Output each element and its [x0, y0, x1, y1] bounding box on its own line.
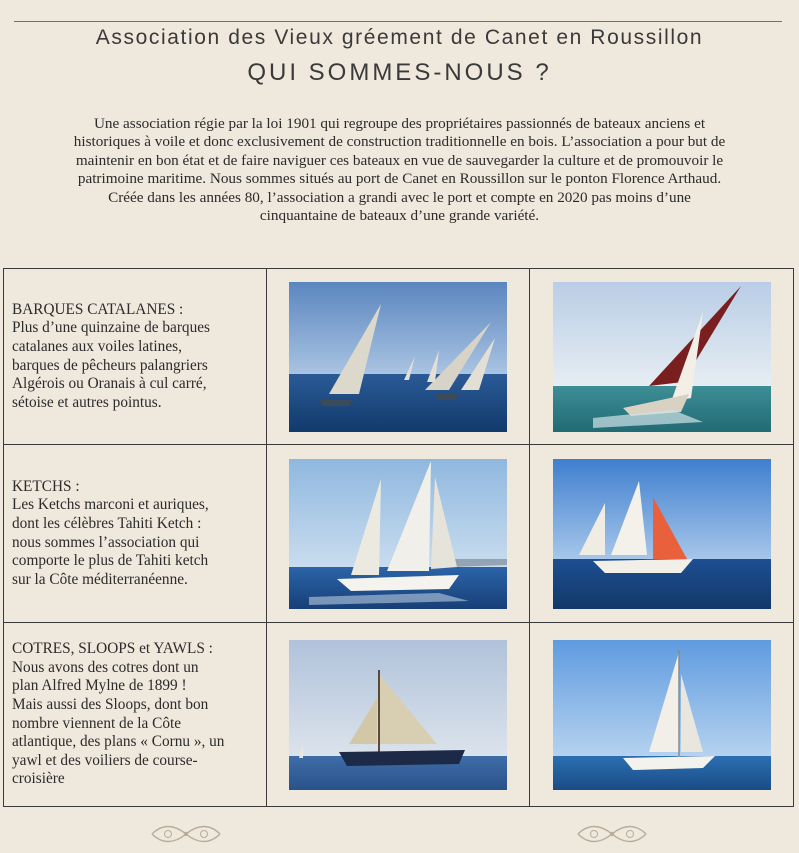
ornament-left-icon: [148, 822, 224, 846]
table-row-ketchs: [4, 445, 794, 623]
photo-ketch-orange: [553, 459, 771, 609]
photo-cell: [530, 445, 794, 623]
intro-line: Une association régie par la loi 1901 qui regroupe des propriétaires passionnés de bateaux anciens et: [93, 115, 706, 132]
photo-sloop-white: [553, 640, 771, 790]
section-line: nombre viennent de la Côte: [12, 714, 182, 732]
photo-cell: [267, 445, 530, 623]
section-line: barques de pêcheurs palangriers: [12, 356, 208, 374]
section-heading-cotres: COTRES, SLOOPS et YAWLS :: [12, 640, 213, 658]
section-heading-barques: BARQUES CATALANES :: [12, 300, 184, 318]
photo-ketch-white-image: [289, 459, 507, 609]
photo-barque-red-sail: [553, 282, 771, 432]
photo-barques-fleet: [289, 282, 507, 432]
section-line: Les Ketchs marconi et auriques,: [12, 496, 209, 514]
intro-line: Créée dans les années 80, l’association a grandi avec le port et compte en 2020 pas moins d’une: [108, 188, 691, 206]
section-description-cotres: [4, 623, 267, 807]
photo-barques-fleet-image: [289, 282, 507, 432]
section-line: Nous avons des cotres dont un: [12, 658, 199, 676]
section-line: sur la Côte méditerranéenne.: [12, 570, 188, 588]
section-line: croisière: [12, 770, 65, 788]
photo-cell: [267, 623, 530, 807]
section-description-ketchs: [4, 445, 267, 623]
section-line: atlantique, des plans « Cornu », un: [12, 733, 225, 751]
section-line: yawl et des voiliers de course-: [12, 751, 198, 769]
intro-line: cinquantaine de bateaux d’une grande variété.: [259, 207, 540, 225]
section-line: nous sommes l’association qui: [12, 533, 200, 551]
photo-cell: [267, 269, 530, 445]
section-line: Plus d’une quinzaine de barques: [12, 319, 210, 337]
photo-barque-red-sail-image: [553, 282, 771, 432]
photo-sloop-white-image: [553, 640, 771, 790]
intro-line: patrimoine maritime. Nous sommes situés au port de Canet en Roussillon sur le ponton Florence Arthaud.: [77, 170, 722, 188]
intro-line: maintenir en bon état et de faire naviguer ces bateaux en vue de sauvegarder la culture et de promouvoir le: [75, 151, 724, 169]
section-line: sétoise et autres pointus.: [12, 393, 162, 411]
table-row-barques: [4, 269, 794, 445]
section-line: Algérois ou Oranais à cul carré,: [12, 375, 207, 393]
section-heading-ketchs: KETCHS :: [12, 477, 80, 495]
ornament-right-icon: [574, 822, 650, 846]
section-line: comporte le plus de Tahiti ketch: [12, 552, 209, 570]
photo-cell: [530, 623, 794, 807]
table-row-cotres: [4, 623, 794, 807]
intro-paragraph: [4, 115, 795, 225]
intro-line: historiques à voile et donc exclusivement de construction traditionnelle en bois. L’association a pour but de: [73, 133, 726, 151]
association-title: Association des Vieux gréement de Canet en Roussillon: [95, 26, 704, 49]
section-line: dont les célèbres Tahiti Ketch :: [12, 514, 202, 532]
boat-types-table: [3, 268, 794, 807]
photo-cell: [530, 269, 794, 445]
photo-ketch-orange-image: [553, 459, 771, 609]
photo-cotre-gaff: [289, 640, 507, 790]
page-title: QUI SOMMES-NOUS ?: [247, 59, 552, 86]
section-line: catalanes aux voiles latines,: [12, 337, 182, 355]
photo-cotre-gaff-image: [289, 640, 507, 790]
section-line: plan Alfred Mylne de 1899 !: [12, 677, 187, 695]
section-line: Mais aussi des Sloops, dont bon: [12, 695, 209, 713]
top-rule: [14, 21, 782, 22]
photo-ketch-white: [289, 459, 507, 609]
section-description-barques: [4, 269, 267, 445]
